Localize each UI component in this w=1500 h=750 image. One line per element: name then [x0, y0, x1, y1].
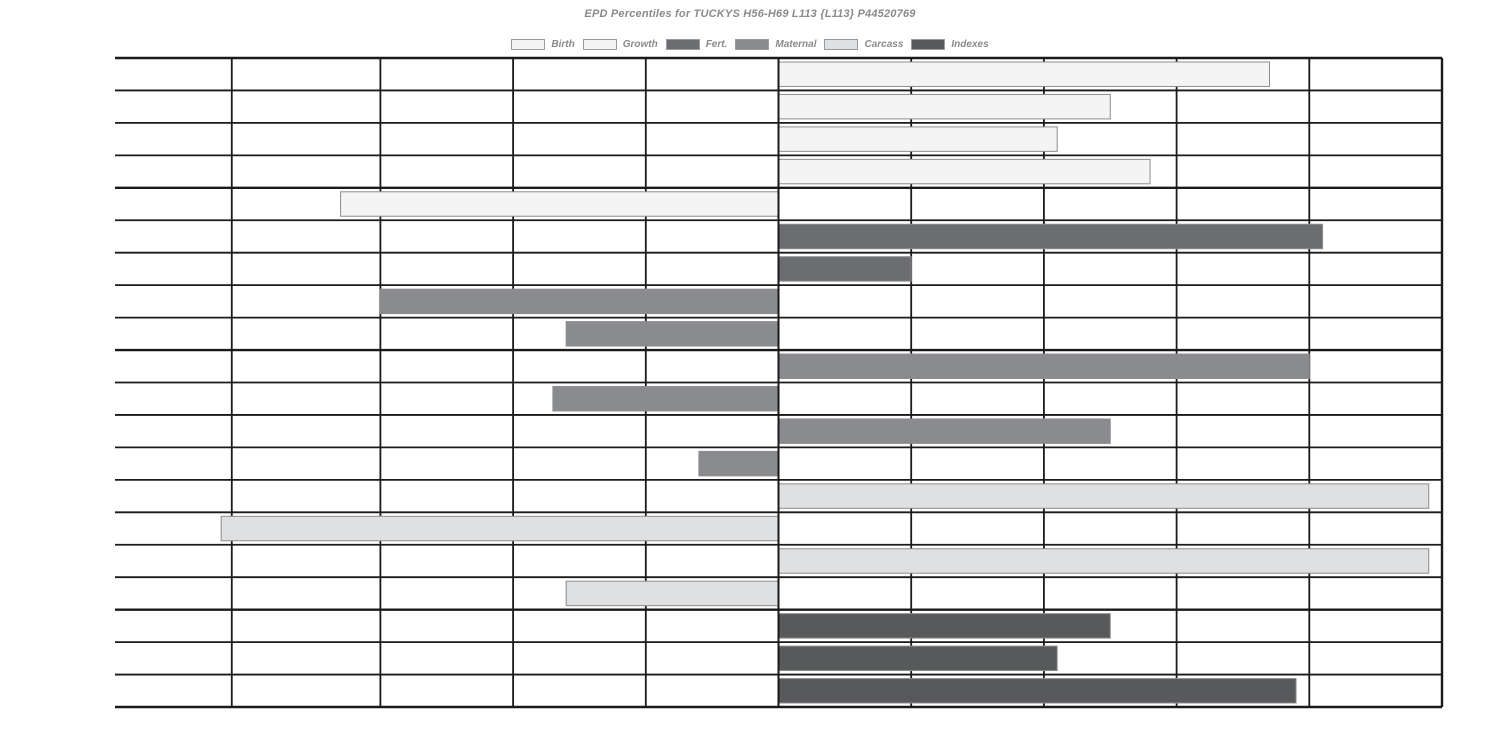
- bar-growth: [779, 159, 1151, 183]
- bar-maternal: [779, 419, 1111, 443]
- bar-growth: [779, 127, 1058, 151]
- bar-indexes: [779, 646, 1058, 670]
- legend-label: Carcass: [864, 38, 904, 50]
- legend-label: Maternal: [775, 38, 817, 50]
- bar-fert: [779, 224, 1323, 248]
- legend-label: Fert.: [705, 38, 728, 50]
- legend-label: Growth: [622, 38, 658, 50]
- bar-carcass: [779, 549, 1429, 573]
- bar-birth: [779, 62, 1270, 86]
- bar-maternal: [380, 289, 778, 313]
- bar-maternal: [566, 322, 778, 346]
- bar-maternal: [699, 451, 779, 475]
- bar-fert: [779, 257, 912, 281]
- bar-carcass: [779, 484, 1429, 508]
- bar-carcass: [566, 581, 778, 605]
- bar-growth: [779, 94, 1111, 118]
- bar-carcass: [221, 516, 778, 540]
- bar-growth: [341, 192, 779, 216]
- bar-indexes: [779, 614, 1111, 638]
- bar-maternal: [779, 354, 1310, 378]
- chart-title: EPD Percentiles for TUCKYS H56-H69 L113 {L113} P44520769: [584, 8, 916, 20]
- bar-maternal: [553, 387, 779, 411]
- legend-label: Indexes: [951, 38, 989, 50]
- bar-indexes: [779, 679, 1297, 703]
- legend-label: Birth: [551, 38, 575, 50]
